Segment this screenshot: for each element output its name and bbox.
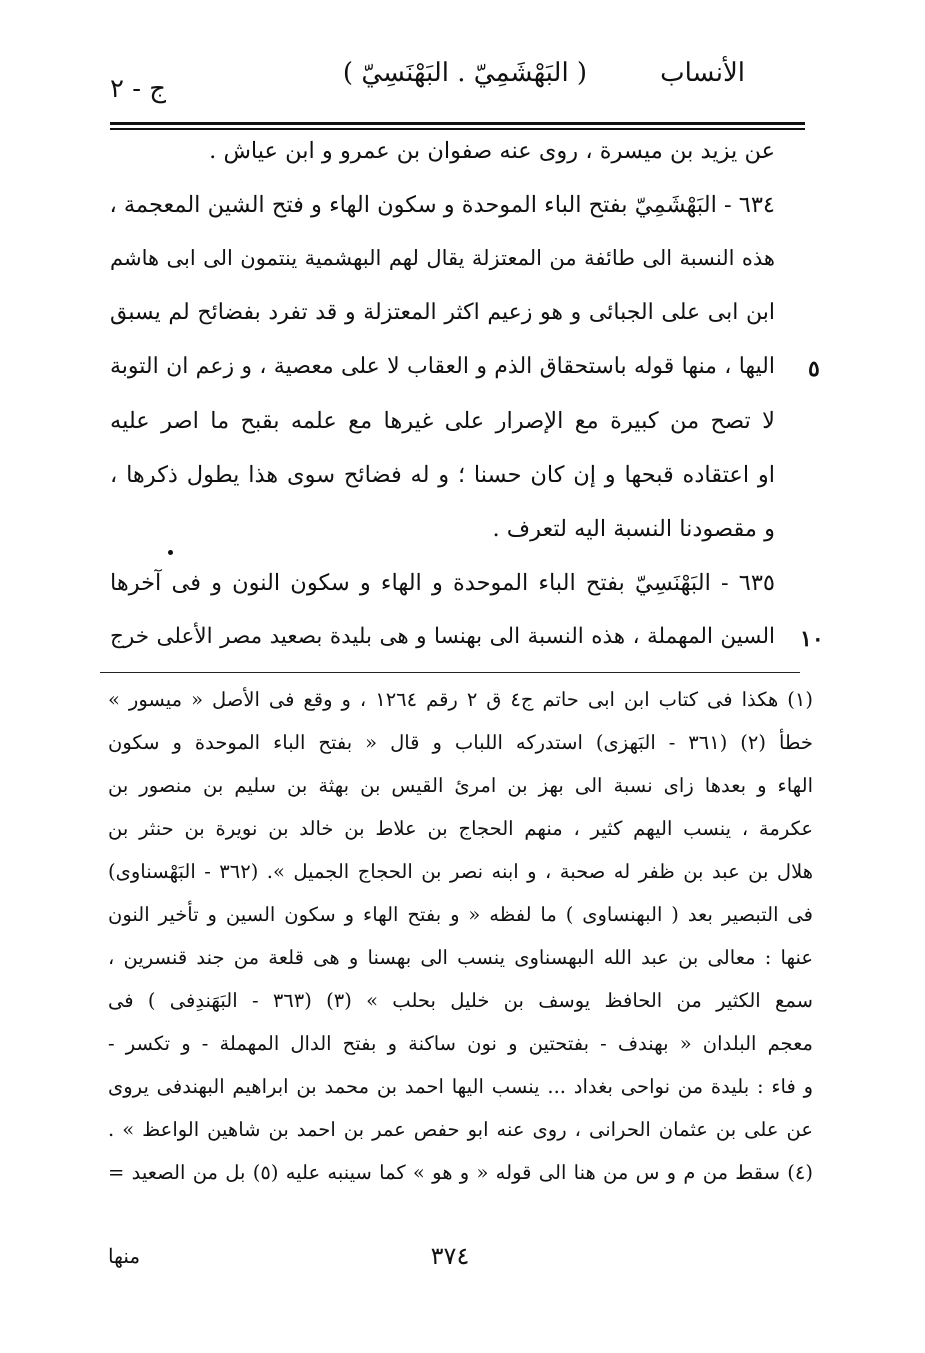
main-text-line: لا تصح من كبيرة مع الإصرار على غيرها مع علمه بقبح ما اصر عليه	[110, 408, 775, 434]
footnote-line: و فاء : بليدة من نواحى بغداد ... ينسب اليها احمد بن محمد بن ابراهيم البهندفى يروى	[108, 1075, 813, 1098]
page-number: ٣٧٤	[430, 1242, 470, 1270]
footnote-line: هلال بن عبد بن ظفر له صحبة ، و ابنه نصر بن الحجاج الجميل ». (٣٦٢ - البَهْسناوى)	[108, 860, 813, 883]
footnote-line: (١) هكذا فى كتاب ابن ابى حاتم ج٤ ق ٢ رقم ١٢٦٤ ، و وقع فى الأصل « ميسور »	[108, 688, 813, 711]
catchword: منها	[108, 1244, 141, 1268]
header-rule-thin	[110, 128, 805, 130]
header-rule-thick	[110, 122, 805, 125]
margin-line-number: ٥	[808, 356, 820, 382]
main-text-line: و مقصودنا النسبة اليه لتعرف .	[492, 516, 775, 542]
footnote-line: معجم البلدان « بهندف - بفتحتين و نون ساكنة و بفتح الدال المهملة - و تكسر -	[108, 1032, 813, 1055]
footnote-line: فى التبصير بعد ( البهنساوى ) ما لفظه « و بفتح الهاء و سكون السين و تأخير النون	[108, 903, 813, 926]
entry-heading-line: ٦٣٥ - البَهْنَسِيّ بفتح الباء الموحدة و الهاء و سكون النون و فى آخرها	[110, 570, 775, 596]
entry-heading-line: ٦٣٤ - البَهْشَمِيّ بفتح الباء الموحدة و سكون الهاء و فتح الشين المعجمة ،	[109, 192, 775, 218]
footnote-line: عن على بن عثمان الحرانى ، روى عنه ابو حفص عمر بن احمد بن شاهين الواعظ » .	[108, 1118, 813, 1141]
main-text-line: السين المهملة ، هذه النسبة الى بهنسا و هى بليدة بصعيد مصر الأعلى خرج	[110, 624, 775, 649]
main-text-line: عن يزيد بن ميسرة ، روى عنه صفوان بن عمرو و ابن عياش .	[209, 138, 775, 164]
main-text-line: او اعتقاده قبحها و إن كان حسنا ؛ و له فضائح سوى هذا يطول ذكرها ،	[110, 462, 775, 488]
main-text-line: ابن ابى على الجبائى و هو زعيم اكثر المعتزلة و قد تفرد بفضائح لم يسبق	[110, 300, 775, 325]
footnote-line: (٤) سقط من م و س من هنا الى قوله « و هو » كما سينبه عليه (٥) بل من الصعيد =	[108, 1161, 813, 1184]
footnote-line: الهاء و بعدها زاى نسبة الى بهز بن امرئ القيس بن بهثة بن سليم بن منصور بن	[108, 774, 813, 797]
footnote-line: خطأ (٢) (٣٦١ - البَهزى) استدركه اللباب و قال « بفتح الباء الموحدة و سكون	[108, 731, 813, 754]
main-text-line: اليها ، منها قوله باستحقاق الذم و العقاب لا على معصية ، و زعم ان التوبة	[110, 354, 775, 379]
margin-line-number: ١٠	[800, 626, 824, 652]
running-head-entries: ( البَهْشَمِيّ . البَهْنَسِيّ )	[342, 58, 588, 88]
running-head-book-title: الأنساب	[660, 58, 745, 88]
footnote-separator	[100, 672, 800, 673]
ink-speck	[168, 550, 173, 555]
main-text-line: هذه النسبة الى طائفة من المعتزلة يقال لهم البهشمية ينتمون الى ابى هاشم	[110, 246, 775, 270]
footnote-line: عنها : معالى بن عبد الله البهسناوى ينسب الى بهسنا و هى قلعة من جند قنسرين ،	[108, 946, 813, 969]
footnote-line: سمع الكثير من الحافظ يوسف بن خليل بحلب » (٣) (٣٦٣ - البَهَندِفى ) فى	[108, 989, 813, 1012]
footnote-line: عكرمة ، ينسب اليهم كثير ، منهم الحجاج بن علاط بن خالد بن نويرة بن حنثر بن	[108, 817, 813, 840]
running-head-volume: ج - ٢	[110, 74, 167, 104]
